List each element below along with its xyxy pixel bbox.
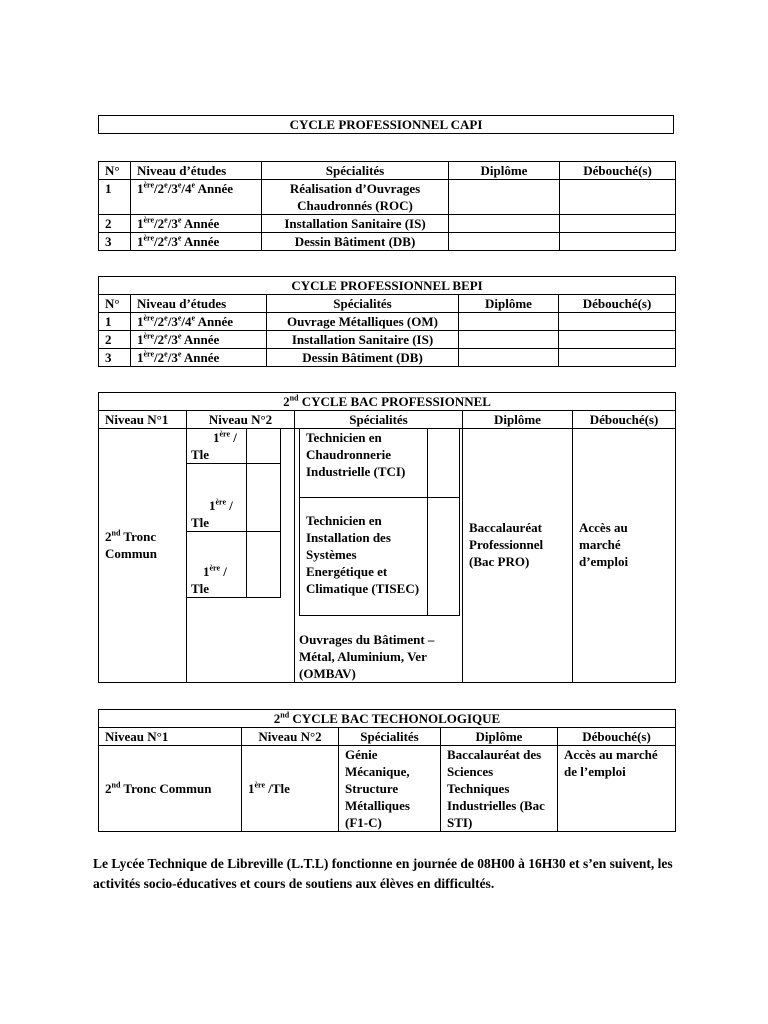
col-header: Débouché(s)	[560, 162, 676, 180]
col-header: Niveau d’études	[131, 162, 262, 180]
table-row	[99, 180, 676, 215]
debouche-cell	[560, 233, 676, 251]
col-header: N°	[99, 295, 131, 313]
table-row	[99, 429, 676, 683]
col-header: N°	[99, 162, 131, 180]
diplome-cell: Baccalauréat Professionnel (Bac PRO)	[463, 429, 573, 683]
specialite-tisec: Technicien en Installation des Systèmes Energétique et Climatique (TISEC)	[300, 497, 428, 615]
col-header: Spécialités	[295, 411, 463, 429]
bacpro-title-row	[99, 393, 676, 411]
niveau1-cell: 2nd Tronc Commun	[99, 429, 187, 683]
specialite-cell: Installation Sanitaire (IS)	[262, 215, 449, 233]
capi-header-row	[99, 162, 676, 180]
table-row	[99, 331, 676, 349]
niveau2-cell: 1ère /Tle	[242, 746, 339, 832]
bacpro-table	[98, 392, 675, 683]
niveau2-cell	[187, 429, 295, 683]
specialite-grid	[299, 429, 460, 616]
list-item	[300, 497, 460, 615]
debouche-cell	[559, 331, 676, 349]
col-header: Diplôme	[441, 728, 558, 746]
bepi-title-row	[99, 277, 676, 295]
col-header: Débouché(s)	[559, 295, 676, 313]
niveau2-label: 1ère / Tle	[187, 532, 247, 598]
list-item	[300, 429, 460, 497]
niveau-cell: 1ère/2e/3e Année	[131, 331, 267, 349]
row-number: 1	[99, 313, 131, 331]
bactech-title-row	[99, 710, 676, 728]
debouche-cell	[559, 349, 676, 367]
col-header: Niveau N°2	[242, 728, 339, 746]
col-header: Diplôme	[459, 295, 559, 313]
bacpro-title: 2nd CYCLE BAC PROFESSIONNEL	[99, 393, 676, 411]
table-row	[99, 313, 676, 331]
diplome-cell	[449, 215, 560, 233]
row-number: 1	[99, 180, 131, 215]
capi-title: CYCLE PROFESSIONNEL CAPI	[98, 115, 674, 134]
col-header: Niveau N°1	[99, 411, 187, 429]
bepi-title: CYCLE PROFESSIONNEL BEPI	[99, 277, 676, 295]
diplome-cell	[459, 313, 559, 331]
bactech-header-row	[99, 728, 676, 746]
niveau-cell: 1ère/2e/3e Année	[131, 233, 262, 251]
row-number: 2	[99, 215, 131, 233]
niveau-cell: 1ère/2e/3e/4e Année	[131, 313, 267, 331]
col-header: Débouché(s)	[558, 728, 676, 746]
col-header: Spécialités	[267, 295, 459, 313]
empty-cell	[247, 532, 281, 598]
niveau2-label: 1ère / Tle	[187, 464, 247, 532]
specialite-cell: Ouvrage Métalliques (OM)	[267, 313, 459, 331]
list-item	[187, 464, 281, 532]
diplome-cell	[459, 349, 559, 367]
specialite-cell	[295, 429, 463, 683]
row-number: 3	[99, 349, 131, 367]
specialite-cell: Réalisation d’Ouvrages Chaudronnés (ROC)	[262, 180, 449, 215]
col-header: Spécialités	[339, 728, 441, 746]
bactech-title: 2nd CYCLE BAC TECHONOLOGIQUE	[99, 710, 676, 728]
specialite-cell: Dessin Bâtiment (DB)	[262, 233, 449, 251]
capi-table	[98, 161, 675, 251]
row-number: 2	[99, 331, 131, 349]
bactech-table	[98, 709, 675, 832]
diplome-cell: Baccalauréat des Sciences Techniques Industrielles (Bac STI)	[441, 746, 558, 832]
debouche-cell	[559, 313, 676, 331]
empty-cell	[428, 429, 460, 497]
diplome-cell	[459, 331, 559, 349]
col-header: Niveau N°1	[99, 728, 242, 746]
diplome-cell	[449, 180, 560, 215]
debouche-cell	[560, 180, 676, 215]
col-header: Spécialités	[262, 162, 449, 180]
col-header: Diplôme	[463, 411, 573, 429]
capi-title-box	[98, 115, 674, 134]
specialite-ombav: Ouvrages du Bâtiment – Métal, Aluminium, Ver (OMBAV)	[299, 631, 435, 681]
col-header: Diplôme	[449, 162, 560, 180]
row-number: 3	[99, 233, 131, 251]
table-row	[99, 215, 676, 233]
list-item	[187, 532, 281, 598]
empty-cell	[247, 429, 281, 464]
col-header: Niveau N°2	[187, 411, 295, 429]
diplome-cell	[449, 233, 560, 251]
debouche-cell	[560, 215, 676, 233]
col-header: Niveau d’études	[131, 295, 267, 313]
specialite-tci: Technicien en Chaudronnerie Industrielle (TCI)	[300, 429, 428, 497]
list-item	[187, 429, 281, 464]
footer-note: Le Lycée Technique de Libreville (L.T.L) fonctionne en journée de 08H00 à 16H30 et s’en suivent, les activités socio-éducatives et cours de soutiens aux élèves en difficultés.	[93, 856, 673, 891]
niveau2-label: 1ère / Tle	[187, 429, 247, 464]
niveau2-grid	[186, 429, 281, 598]
bacpro-header-row	[99, 411, 676, 429]
specialite-cell: Dessin Bâtiment (DB)	[267, 349, 459, 367]
niveau-cell: 1ère/2e/3e/4e Année	[131, 180, 262, 215]
debouche-cell: Accès au marché d’emploi	[573, 429, 676, 683]
niveau-cell: 1ère/2e/3e Année	[131, 215, 262, 233]
table-row	[99, 349, 676, 367]
col-header: Débouché(s)	[573, 411, 676, 429]
bepi-table	[98, 276, 675, 367]
bepi-header-row	[99, 295, 676, 313]
niveau1-cell: 2nd Tronc Commun	[99, 746, 242, 832]
niveau-cell: 1ère/2e/3e Année	[131, 349, 267, 367]
specialite-cell: Génie Mécanique, Structure Métalliques (F1-C)	[339, 746, 441, 832]
empty-cell	[428, 497, 460, 615]
table-row	[99, 233, 676, 251]
specialite-cell: Installation Sanitaire (IS)	[267, 331, 459, 349]
debouche-cell: Accès au marché de l’emploi	[558, 746, 676, 832]
table-row	[99, 746, 676, 832]
empty-cell	[247, 464, 281, 532]
